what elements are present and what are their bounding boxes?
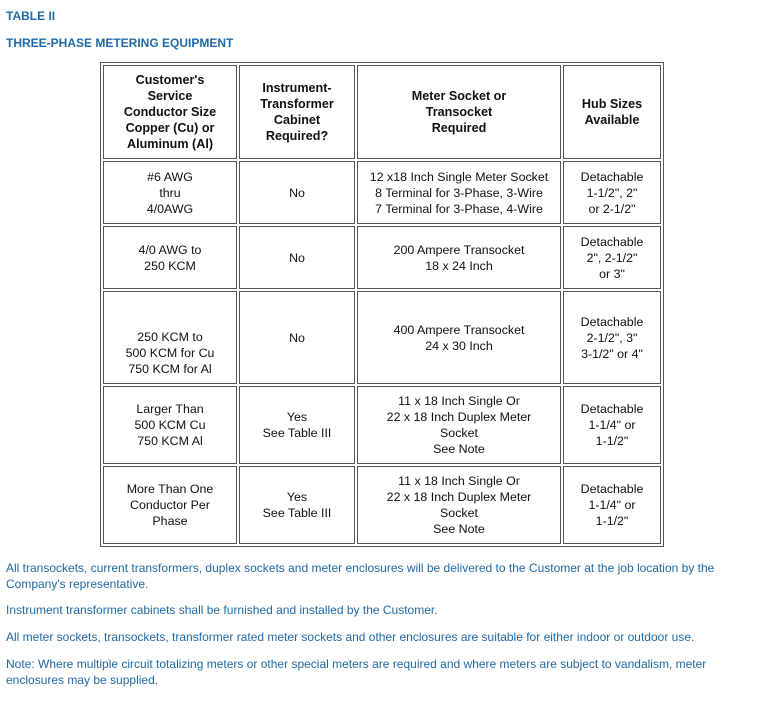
table-row (103, 466, 661, 544)
cell-hub-sizes: Detachable 2", 2-1/2" or 3" (563, 226, 661, 289)
cell-cabinet-required: No (239, 226, 355, 289)
header-hub-sizes: Hub Sizes Available (563, 65, 661, 159)
cell-hub-sizes: Detachable 1-1/2", 2" or 2-1/2" (563, 161, 661, 224)
cell-conductor-size: More Than One Conductor Per Phase (103, 466, 237, 544)
cell-conductor-size: Larger Than 500 KCM Cu 750 KCM Al (103, 386, 237, 464)
cell-cabinet-required: Yes See Table III (239, 386, 355, 464)
note-delivery: All transockets, current transformers, duplex sockets and meter enclosures will be delivered to the Customer at the job location by the Company's representative. (6, 561, 715, 591)
cell-cabinet-required: Yes See Table III (239, 466, 355, 544)
cell-cabinet-required: No (239, 291, 355, 384)
header-meter-socket: Meter Socket or Transocket Required (357, 65, 561, 159)
equipment-table (100, 62, 664, 547)
cell-hub-sizes: Detachable 1-1/4" or 1-1/2" (563, 466, 661, 544)
table-title: THREE-PHASE METERING EQUIPMENT (6, 36, 234, 50)
header-conductor-size: Customer's Service Conductor Size Copper (Cu) or Aluminum (Al) (103, 65, 237, 159)
cell-meter-socket: 11 x 18 Inch Single Or 22 x 18 Inch Duplex Meter Socket See Note (357, 386, 561, 464)
note-vandalism: Note: Where multiple circuit totalizing meters or other special meters are required and where meters are subject to vandalism, meter enclosures may be supplied. (6, 657, 707, 687)
note-cabinets: Instrument transformer cabinets shall be furnished and installed by the Customer. (6, 603, 438, 617)
table-row (103, 226, 661, 289)
cell-conductor-size: 4/0 AWG to 250 KCM (103, 226, 237, 289)
note-indoor-outdoor: All meter sockets, transockets, transformer rated meter sockets and other enclosures are suitable for either indoor or outdoor use. (6, 630, 695, 644)
cell-conductor-size: #6 AWG thru 4/0AWG (103, 161, 237, 224)
cell-meter-socket: 200 Ampere Transocket 18 x 24 Inch (357, 226, 561, 289)
table-label: TABLE II (6, 9, 56, 23)
cell-hub-sizes: Detachable 2-1/2", 3" 3-1/2" or 4" (563, 291, 661, 384)
cell-conductor-size: 250 KCM to 500 KCM for Cu 750 KCM for Al (103, 291, 237, 384)
cell-cabinet-required: No (239, 161, 355, 224)
table-row (103, 161, 661, 224)
table-row (103, 386, 661, 464)
cell-hub-sizes: Detachable 1-1/4" or 1-1/2" (563, 386, 661, 464)
table-row (103, 291, 661, 384)
cell-meter-socket: 11 x 18 Inch Single Or 22 x 18 Inch Duplex Meter Socket See Note (357, 466, 561, 544)
cell-meter-socket: 400 Ampere Transocket 24 x 30 Inch (357, 291, 561, 384)
cell-meter-socket: 12 x18 Inch Single Meter Socket 8 Terminal for 3-Phase, 3-Wire 7 Terminal for 3-Phase, 4-Wire (357, 161, 561, 224)
header-cabinet-required: Instrument- Transformer Cabinet Required? (239, 65, 355, 159)
table-header-row (103, 65, 661, 159)
